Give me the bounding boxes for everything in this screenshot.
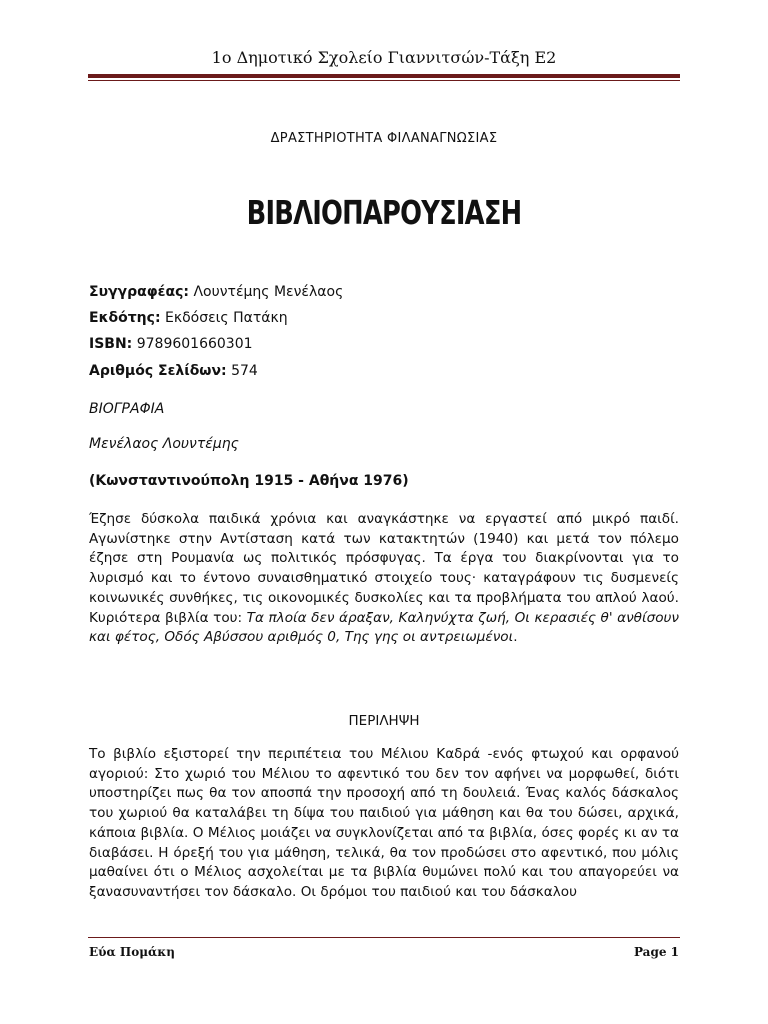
author-label: Συγγραφέας: <box>89 284 189 300</box>
footer-page-number: Page 1 <box>633 945 679 959</box>
publisher-line <box>89 310 679 326</box>
isbn-line <box>89 336 679 352</box>
biography-text: Έζησε δύσκολα παιδικά χρόνια και αναγκάστηκε να εργαστεί από μικρό παιδί. Αγωνίστηκε στην Αντίσταση κατά των κατακτητών (1940) και μετά τον πόλεμο έζησε στη Ρουμανία ως πολιτικός πρόσφυγας. Τα έργα του διακρίνονται για το λυρισμό και το έντονο συναισθηματικό στοιχείο τους· καταγράφουν τις δυσμενείς κοινωνικές συνθήκες, τις οικονομικές δυσκολίες και τα προβλήματα του απλού λαού. Κυριότερα βιβλία του: <box>89 511 679 626</box>
header-rule-thick <box>88 74 680 78</box>
biography-paragraph <box>89 510 679 648</box>
activity-title: ΔΡΑΣΤΗΡΙΟΤΗΤΑ ΦΙΛΑΝΑΓΝΩΣΙΑΣ <box>270 131 498 146</box>
header-rule-thin <box>88 80 680 81</box>
biography-name: Μενέλαος Λουντέμης <box>89 436 239 452</box>
biography-text-end: . <box>513 629 518 646</box>
summary-heading: ΠΕΡΙΛΗΨΗ <box>348 713 420 729</box>
summary-paragraph <box>89 745 679 903</box>
pages-value: 574 <box>231 363 258 379</box>
main-title: ΒΙΒΛΙΟΠΑΡΟΥΣΙΑΣΗ <box>246 193 522 232</box>
publisher-value: Εκδόσεις Πατάκη <box>165 310 288 326</box>
publisher-label: Εκδότης: <box>89 310 161 326</box>
header-title: 1ο Δημοτικό Σχολείο Γιαννιτσών-Τάξη Ε2 <box>211 48 557 67</box>
author-line <box>89 284 679 300</box>
author-value: Λουντέμης Μενέλαος <box>193 284 344 300</box>
pages-label: Αριθμός Σελίδων: <box>89 363 227 379</box>
biography-dates: (Κωνσταντινούπολη 1915 - Αθήνα 1976) <box>89 473 409 489</box>
biography-works: Τα πλοία δεν άραξαν, Καληνύχτα ζωή, Οι κερασιές θ' ανθίσουν και φέτος, Οδός Αβύσσου αριθμός 0, Της γης οι αντρειωμένοι <box>89 609 679 646</box>
footer-rule <box>88 937 680 938</box>
summary-text: Το βιβλίο εξιστορεί την περιπέτεια του Μέλιου Καδρά -ενός φτωχού και ορφανού αγοριού: Στο χωριό του Μέλιου το αφεντικό του δεν τον αφήνει να μορφωθεί, διότι υποστηρίζει πως θα τον αποσπά την προσοχή από τη δουλειά. Ένας καλός δάσκαλος του χωριού θα καταλάβει τη δίψα του παιδιού για μάθηση και θα του δώσει, αρχικά, κάποια βιβλία. Ο Μέλιος μοιάζει να συγκλονίζεται από τα βιβλία, όσες φορές κι αν τα διαβάσει. Η όρεξή του για μάθηση, τελικά, θα τον προδώσει στο αφεντικό, που μόλις μαθαίνει ότι ο Μέλιος ασχολείται με τα βιβλία θυμώνει πολύ και του απαγορεύει να ξανασυναντήσει τον δάσκαλο. Οι δρόμοι του παιδιού και του δάσκαλου <box>89 746 679 900</box>
biography-heading: ΒΙΟΓΡΑΦΙΑ <box>89 401 165 417</box>
footer-author: Εύα Πομάκη <box>89 945 175 959</box>
pages-line <box>89 363 679 379</box>
isbn-value: 9789601660301 <box>136 336 253 352</box>
isbn-label: ISBN: <box>89 336 133 352</box>
